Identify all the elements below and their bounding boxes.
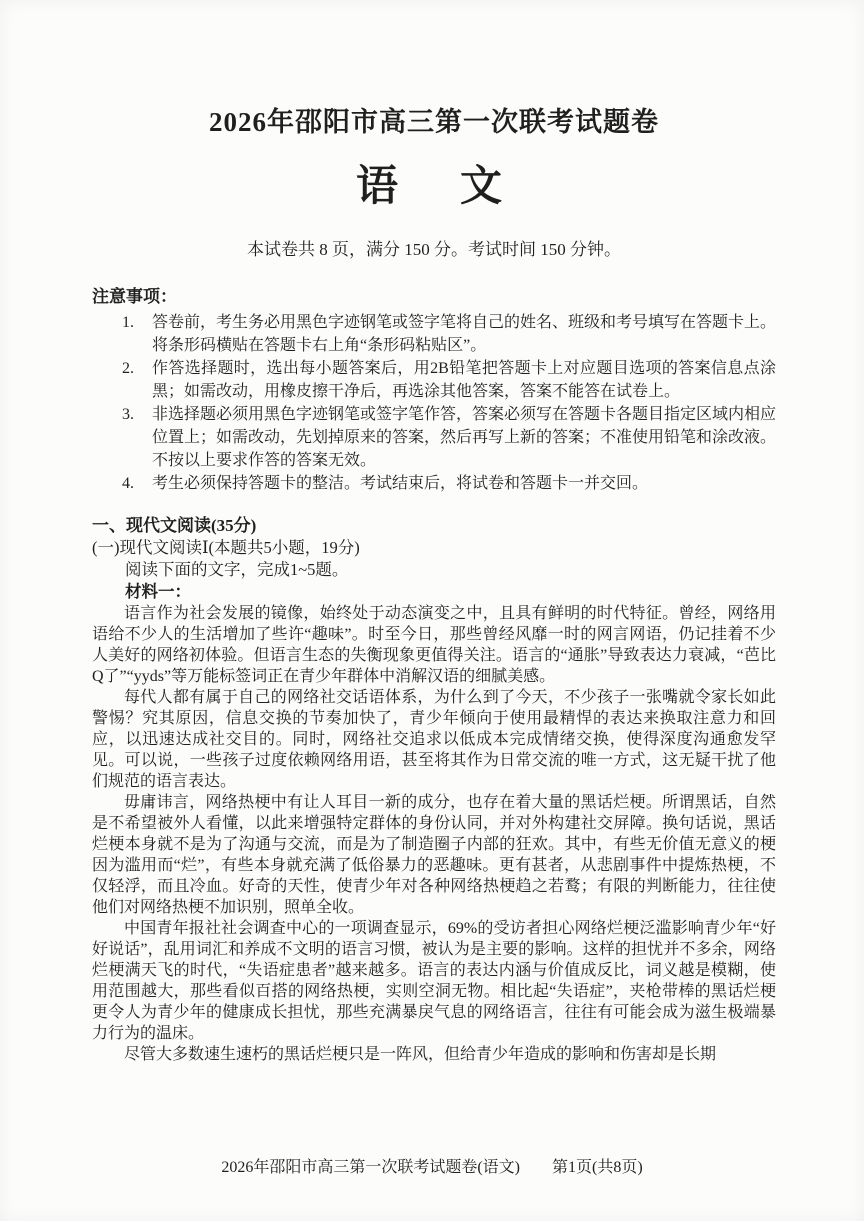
notice-number: 2.	[122, 360, 134, 377]
material-paragraph: 每代人都有属于自己的网络社交话语体系，为什么到了今天，不少孩子一张嘴就令家长如此警惕？究其原因，信息交换的节奏加快了，青少年倾向于使用最精悍的表达来换取注意力和回应，以迅速达成社交目的。同时，网络社交追求以低成本完成情绪交换，使得深度沟通愈发罕见。可以说，一些孩子过度依赖网络用语，甚至将其作为日常交流的唯一方式，这无疑干扰了他们规范的语言表达。	[92, 689, 776, 790]
material-paragraph: 尽管大多数速生速朽的黑话烂梗只是一阵风，但给青少年造成的影响和伤害却是长期	[124, 1046, 717, 1063]
notice-text: 非选择题必须用黑色字迹钢笔或签字笔作答，答案必须写在答题卡各题目指定区域内相应位置上；如需改动，先划掉原来的答案，然后再写上新的答案；不准使用铅笔和涂改液。不按以上要求作答的答案无效。	[152, 406, 777, 469]
section-heading-modern-reading: 一、现代文阅读(35分)	[92, 516, 257, 535]
notice-section-header: 注意事项：	[92, 287, 177, 306]
notice-item	[122, 311, 776, 357]
notice-number: 3.	[122, 406, 134, 423]
material-paragraph: 语言作为社会发展的镜像，始终处于动态演变之中，且具有鲜明的时代特征。曾经，网络用语给不少人的生活增加了些许“趣味”。时至今日，那些曾经风靡一时的网言网语，仍记挂着不少人美好的网络初体验。但语言生态的失衡现象更值得关注。语言的“通胀”导致表达力衰减，“芭比Q了”“yyds”等万能标签词正在青少年群体中消解汉语的细腻美感。	[92, 605, 776, 685]
section-subheading: (一)现代文阅读Ⅰ(本题共5小题，19分)	[92, 538, 360, 557]
reading-instruction: 阅读下面的文字，完成1~5题。	[125, 560, 349, 579]
notice-text: 考生必须保持答题卡的整洁。考试结束后，将试卷和答题卡一并交回。	[152, 475, 649, 492]
notice-item	[122, 357, 776, 403]
paper-title: 2026年邵阳市高三第一次联考试题卷	[209, 107, 659, 137]
notice-list	[92, 311, 776, 495]
notice-number: 1.	[122, 314, 134, 331]
notice-item	[122, 472, 776, 495]
notice-number: 4.	[122, 475, 134, 492]
material-paragraph: 中国青年报社社会调查中心的一项调查显示，69%的受访者担心网络烂梗泛滥影响青少年“好好说话”，乱用词汇和养成不文明的语言习惯，被认为是主要的影响。这样的担忧并不多余，网络烂梗满天飞的时代，“失语症患者”越来越多。语言的表达内涵与价值成反比，词义越是模糊，使用范围越大，那些看似百搭的网络热梗，实则空洞无物。相比起“失语症”，夹枪带棒的黑话烂梗更令人为青少年的健康成长担忧，那些充满暴戾气息的网络语言，往往有可能会成为滋生极端暴力行为的温床。	[92, 920, 776, 1042]
page-footer: 2026年邵阳市高三第一次联考试题卷(语文) 第1页(共8页)	[221, 1159, 643, 1176]
material-paragraph: 毋庸讳言，网络热梗中有让人耳目一新的成分，也存在着大量的黑话烂梗。所谓黑话，自然是不希望被外人看懂，以此来增强特定群体的身份认同，并对外构建社交屏障。换句话说，黑话烂梗本身就不是为了沟通与交流，而是为了制造圈子内部的狂欢。其中，有些无价值无意义的梗因为滥用而“烂”，有些本身就充满了低俗暴力的恶趣味。更有甚者，从悲剧事件中提炼热梗，不仅轻浮，而且冷血。好奇的天性，使青少年对各种网络热梗趋之若鹜；有限的判断能力，往往使他们对网络热梗不加识别，照单全收。	[92, 794, 776, 916]
subject-title: 语 文	[355, 164, 512, 210]
exam-info-line: 本试卷共 8 页，满分 150 分。考试时间 150 分钟。	[247, 240, 621, 259]
notice-item	[122, 403, 776, 472]
notice-text: 作答选择题时，选出每小题答案后，用2B铅笔把答题卡上对应题目选项的答案信息点涂黑；如需改动，用橡皮擦干净后，再选涂其他答案，答案不能答在试卷上。	[152, 360, 776, 400]
notice-text: 答卷前，考生务必用黑色字迹钢笔或签字笔将自己的姓名、班级和考号填写在答题卡上。将条形码横贴在答题卡右上角“条形码粘贴区”。	[152, 314, 777, 354]
material-one-label: 材料一：	[125, 582, 191, 601]
